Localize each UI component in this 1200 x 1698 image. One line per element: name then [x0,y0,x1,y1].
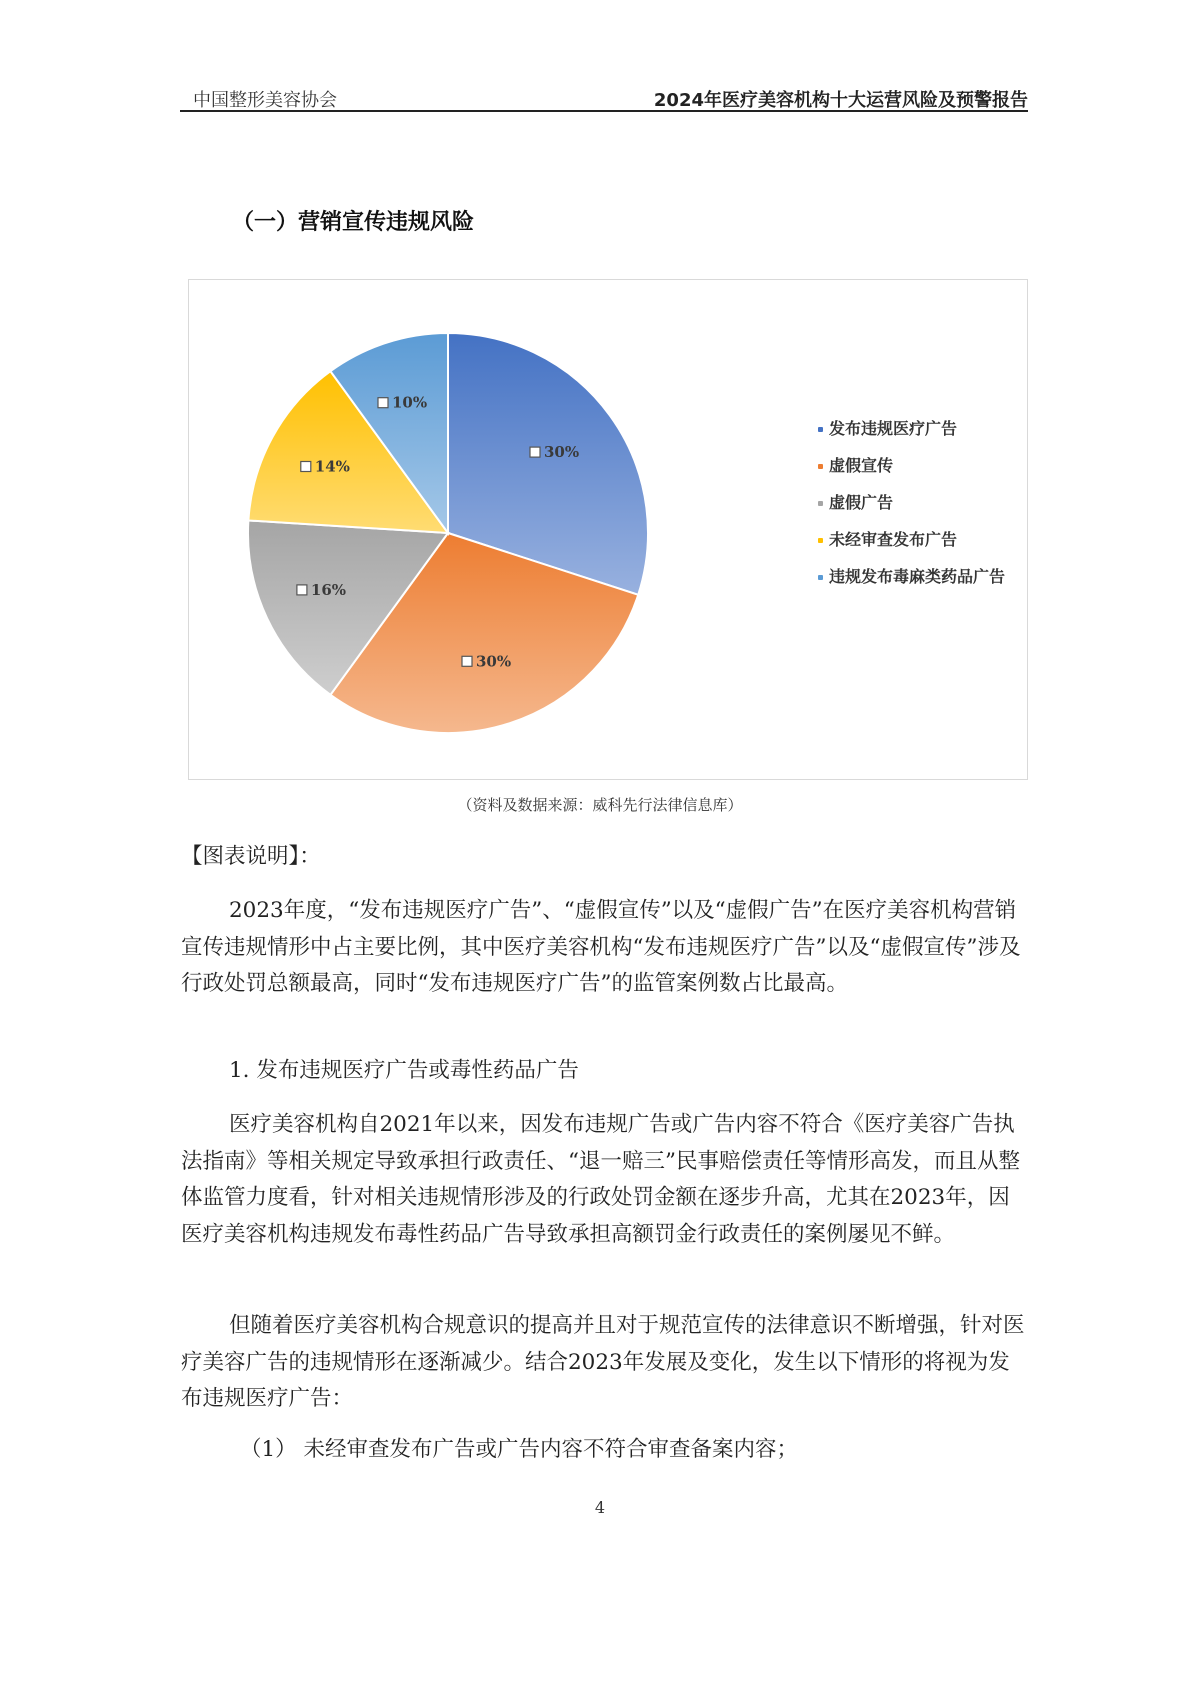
legend-marker-icon [818,575,823,580]
label-marker-icon [462,656,472,666]
legend-label: 发布违规医疗广告 [829,419,958,438]
slice-value-label: 14% [314,457,350,476]
header-report-title: 2024年医疗美容机构十大运营风险及预警报告 [653,90,1028,111]
subheading-1: 1. 发布违规医疗广告或毒性药品广告 [229,1058,579,1083]
header-divider [180,110,1028,112]
paragraph-2: 医疗美容机构自2021年以来，因发布违规广告或广告内容不符合《医疗美容广告执法指南》等相关规定导致承担行政责任、“退一赔三”民事赔偿责任等情形高发，而且从整体监管力度看，针对相关违规情形涉及的行政处罚金额在逐步升高，尤其在2023年，因医疗美容机构违规发布毒性药品广告导致承担高额罚金行政责任的案例屡见不鲜。 [181,1112,1020,1247]
paragraph-3: 但随着医疗美容机构合规意识的提高并且对于规范宣传的法律意识不断增强，针对医疗美容广告的违规情形在逐渐减少。结合2023年发展及变化，发生以下情形的将视为发布违规医疗广告： [181,1313,1025,1411]
slice-value-label: 30% [544,443,580,462]
chart-legend [818,418,1028,603]
legend-marker-icon [818,427,823,432]
legend-label: 违规发布毒麻类药品广告 [829,567,1006,586]
label-marker-icon [297,585,307,595]
label-marker-icon [301,462,311,472]
paragraph-1: 2023年度，“发布违规医疗广告”、“虚假宣传”以及“虚假广告”在医疗美容机构营销宣传违规情形中占主要比例，其中医疗美容机构“发布违规医疗广告”以及“虚假宣传”涉及行政处罚总额最高，同时“发布违规医疗广告”的监管案例数占比最高。 [181,898,1021,996]
list-item-1: （1） 未经审查发布广告或广告内容不符合审查备案内容； [240,1437,799,1462]
legend-label: 虚假宣传 [829,456,894,475]
slice-value-label: 16% [310,580,347,599]
legend-label: 未经审查发布广告 [829,530,958,549]
slice-value-label: 30% [476,652,512,671]
label-marker-icon [530,447,540,457]
slice-value-label: 10% [392,393,428,412]
section-title: （一）营销宣传违规风险 [232,210,475,235]
legend-marker-icon [818,538,823,543]
legend-item [818,455,1028,477]
header-organization: 中国整形美容协会 [193,90,337,111]
label-marker-icon [378,398,388,408]
legend-item [818,566,1028,588]
legend-item [818,492,1028,514]
legend-label: 虚假广告 [829,493,894,512]
chart-note-label: 【图表说明】： [181,844,321,869]
legend-item [818,529,1028,551]
legend-marker-icon [818,464,823,469]
source-note: （资料及数据来源：威科先行法律信息库） [457,796,743,814]
page-number: 4 [594,1498,606,1517]
legend-item [818,418,1028,440]
legend-marker-icon [818,501,823,506]
